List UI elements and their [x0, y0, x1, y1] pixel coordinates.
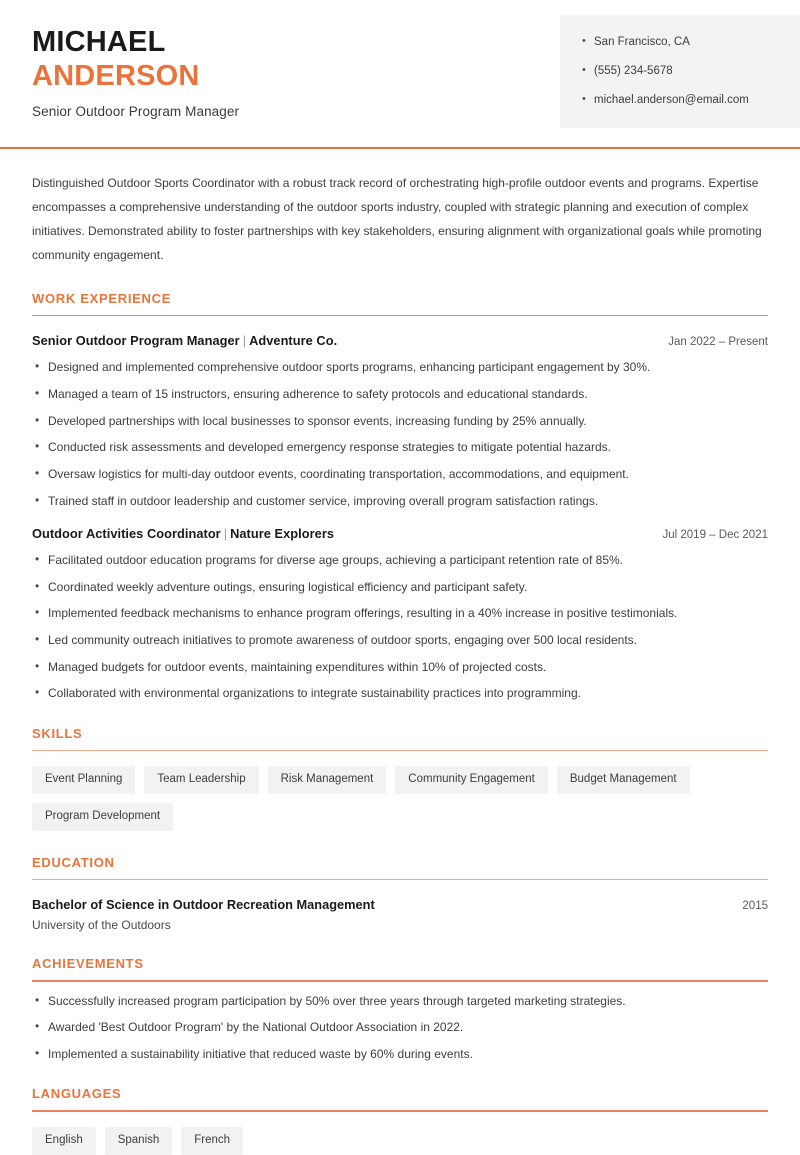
achievements-bullets	[32, 993, 768, 1063]
experience-date: Jan 2022 – Present	[668, 336, 768, 349]
section-title-achievements: ACHIEVEMENTS	[32, 956, 144, 972]
skill-chip: Risk Management	[268, 766, 387, 794]
list-item: • Conducted risk assessments and developed emergency response strategies to mitigate potential hazards.	[32, 439, 768, 455]
skill-chip: Budget Management	[557, 766, 690, 794]
first-name: MICHAEL	[32, 26, 166, 58]
list-item: • Oversaw logistics for multi-day outdoor events, coordinating transportation, accommodations, and equipment.	[32, 466, 768, 482]
contact-list	[582, 35, 800, 108]
experience-bullets	[32, 359, 768, 509]
list-item: • Collaborated with environmental organizations to integrate sustainability practices into programming.	[32, 685, 768, 701]
experience-entry	[32, 526, 768, 702]
section-languages	[32, 1086, 768, 1154]
header-identity	[0, 0, 560, 119]
experience-title	[32, 526, 334, 541]
skill-chip: Program Development	[32, 803, 173, 831]
language-chip: Spanish	[105, 1127, 173, 1155]
experience-entry-header	[32, 526, 768, 541]
candidate-job-title: Senior Outdoor Program Manager	[32, 104, 240, 120]
education-entry	[32, 897, 768, 932]
skills-chip-list	[32, 766, 768, 831]
section-rule-education	[32, 879, 768, 881]
resume-header	[0, 0, 800, 128]
list-item: • Trained staff in outdoor leadership and customer service, improving overall program satisfaction ratings.	[32, 493, 768, 509]
section-title-education: EDUCATION	[32, 854, 115, 870]
list-item: • Implemented feedback mechanisms to enhance program offerings, resulting in a 40% increase in positive testimonials.	[32, 605, 768, 621]
section-work-experience	[32, 291, 768, 702]
section-rule-work-experience	[32, 315, 768, 317]
list-item: • Led community outreach initiatives to promote awareness of outdoor sports, engaging over 500 local residents.	[32, 632, 768, 648]
experience-role: Senior Outdoor Program Manager	[32, 333, 240, 349]
language-chip: French	[181, 1127, 243, 1155]
experience-company: Nature Explorers	[230, 525, 335, 541]
skill-chip: Team Leadership	[144, 766, 258, 794]
section-education	[32, 855, 768, 933]
education-entry-header	[32, 897, 768, 912]
contact-location: • San Francisco, CA	[582, 35, 800, 50]
experience-role: Outdoor Activities Coordinator	[32, 525, 221, 541]
experience-title	[32, 333, 337, 348]
experience-date: Jul 2019 – Dec 2021	[662, 528, 768, 541]
header-divider	[0, 147, 800, 149]
section-title-languages: LANGUAGES	[32, 1086, 122, 1102]
experience-entry-header	[32, 333, 768, 348]
section-rule-achievements	[32, 980, 768, 982]
list-item: • Implemented a sustainability initiative that reduced waste by 60% during events.	[32, 1046, 768, 1062]
candidate-name	[32, 26, 560, 93]
experience-separator: |	[242, 333, 247, 349]
skill-chip: Event Planning	[32, 766, 135, 794]
education-degree: Bachelor of Science in Outdoor Recreation Management	[32, 897, 375, 913]
education-school: University of the Outdoors	[32, 918, 171, 933]
languages-chip-list	[32, 1127, 768, 1155]
list-item: • Successfully increased program participation by 50% over three years through targeted marketing strategies.	[32, 993, 768, 1009]
list-item: • Designed and implemented comprehensive outdoor sports programs, enhancing participant engagement by 30%.	[32, 359, 768, 375]
section-title-work-experience: WORK EXPERIENCE	[32, 290, 172, 306]
section-achievements	[32, 956, 768, 1062]
contact-email[interactable]: • michael.anderson@email.com	[582, 93, 800, 108]
education-year: 2015	[742, 900, 768, 913]
resume-content	[0, 171, 800, 1155]
experience-entry	[32, 333, 768, 509]
section-title-skills: SKILLS	[32, 725, 83, 741]
section-rule-skills	[32, 750, 768, 752]
list-item: • Coordinated weekly adventure outings, ensuring logistical efficiency and participant safety.	[32, 579, 768, 595]
list-item: • Developed partnerships with local businesses to sponsor events, increasing funding by 25% annually.	[32, 413, 768, 429]
list-item: • Facilitated outdoor education programs for diverse age groups, achieving a participant retention rate of 85%.	[32, 552, 768, 568]
section-rule-languages	[32, 1110, 768, 1112]
experience-separator: |	[223, 525, 228, 541]
experience-bullets	[32, 552, 768, 702]
list-item: • Awarded 'Best Outdoor Program' by the National Outdoor Association in 2022.	[32, 1019, 768, 1035]
section-skills	[32, 726, 768, 831]
experience-company: Adventure Co.	[249, 333, 338, 349]
list-item: • Managed a team of 15 instructors, ensuring adherence to safety protocols and educational standards.	[32, 386, 768, 402]
professional-summary: Distinguished Outdoor Sports Coordinator with a robust track record of orchestrating high-profile outdoor events and programs. Expertise encompasses a comprehensive understanding of the outdoor sports industry, coupled with strategic planning and execution of complex initiatives. Demonstrated ability to foster partnerships with key stakeholders, ensuring alignment with organizational goals while promoting community engagement.	[32, 175, 762, 262]
contact-phone[interactable]: • (555) 234-5678	[582, 64, 800, 79]
list-item: • Managed budgets for outdoor events, maintaining expenditures within 10% of projected costs.	[32, 659, 768, 675]
last-name: ANDERSON	[32, 59, 200, 92]
contact-box	[560, 15, 800, 128]
language-chip: English	[32, 1127, 96, 1155]
skill-chip: Community Engagement	[395, 766, 548, 794]
